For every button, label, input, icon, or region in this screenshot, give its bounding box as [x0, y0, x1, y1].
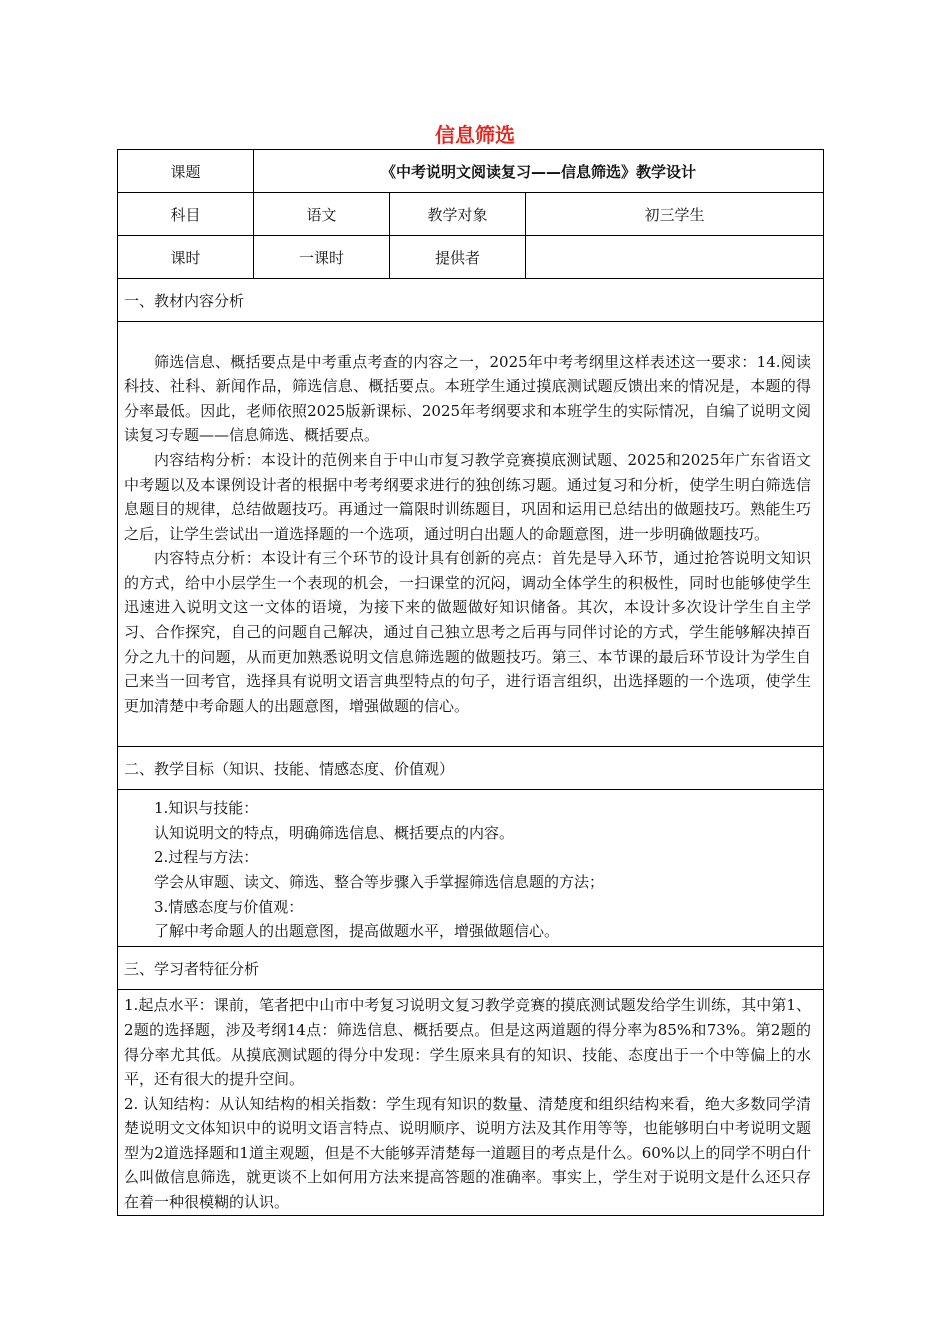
- analysis-paragraph: 内容结构分析：本设计的范例来自于中山市复习教学竞赛摸底测试题、2025和2025年广东省语文中考题以及本课例设计者的根据中考考纲要求进行的独创练习题。通过复习和分析，使学生明白筛选信息题目的规律，总结做题技巧。再通过一篇限时训练题目，巩固和运用已总结出的做题技巧。熟能生巧之后，让学生尝试出一道选择题的一个选项，通过明白出题人的命题意图，进一步明确做题技巧。: [124, 450, 812, 543]
- subject-label: 科目: [118, 193, 254, 236]
- hours-value: 一课时: [254, 236, 390, 279]
- analysis-heading: 一、教材内容分析: [118, 279, 824, 322]
- hours-label: 课时: [118, 236, 254, 279]
- goal-line: 1.知识与技能：: [154, 799, 259, 818]
- audience-label: 教学对象: [390, 193, 526, 236]
- goals-body: [118, 790, 824, 947]
- subject-row: [118, 193, 824, 236]
- document-title: 信息筛选: [435, 123, 515, 147]
- analysis-paragraph: 筛选信息、概括要点是中考重点考查的内容之一，2025年中考考纲里这样表述这一要求：14.阅读科技、社科、新闻作品，筛选信息、概括要点。本班学生通过摸底测试题反馈出来的情况是，本题的得分率最低。因此，老师依照2025版新课标、2025年考纲要求和本班学生的实际情况，自编了说明文阅读复习专题——信息筛选、概括要点。: [124, 352, 812, 445]
- analysis-body-row: [118, 322, 824, 747]
- analysis-heading-row: [118, 279, 824, 322]
- course-title-label: 课题: [118, 150, 254, 193]
- learner-paragraph: 1.起点水平：课前，笔者把中山市中考复习说明文复习教学竞赛的摸底测试题发给学生训练，其中第1、2题的选择题，涉及考纲14点：筛选信息、概括要点。但是这两道题的得分率为85%和73%。第2题的得分率尤其低。从摸底测试题的得分中发现：学生原来具有的知识、技能、态度出于一个中等偏上的水平，还有很大的提升空间。: [124, 996, 812, 1089]
- goals-heading-row: [118, 747, 824, 790]
- goals-body-row: [118, 790, 824, 947]
- goals-heading: 二、教学目标（知识、技能、情感态度、价值观）: [118, 747, 824, 790]
- audience-value: 初三学生: [526, 193, 824, 236]
- course-title-row: [118, 150, 824, 193]
- hours-row: [118, 236, 824, 279]
- lesson-plan-table: [117, 149, 824, 1216]
- learners-body-row: [118, 990, 824, 1216]
- learners-heading: 三、学习者特征分析: [118, 947, 824, 990]
- goal-line: 了解中考命题人的出题意图，提高做题水平，增强做题信心。: [154, 922, 560, 941]
- course-title-value: 《中考说明文阅读复习——信息筛选》教学设计: [254, 150, 824, 193]
- learners-body: [118, 990, 824, 1216]
- provider-label: 提供者: [390, 236, 526, 279]
- goal-line: 学会从审题、读文、筛选、整合等步骤入手掌握筛选信息题的方法；: [154, 873, 605, 891]
- analysis-body: [118, 322, 824, 747]
- goal-line: 认知说明文的特点，明确筛选信息、概括要点的内容。: [154, 823, 515, 842]
- provider-value: [526, 236, 824, 279]
- analysis-paragraph: 内容特点分析：本设计有三个环节的设计具有创新的亮点：首先是导入环节，通过抢答说明文知识的方式，给中小层学生一个表现的机会，一扫课堂的沉闷，调动全体学生的积极性，同时也能够使学生迅速进入说明文这一文体的语境，为接下来的做题做好知识储备。其次，本设计多次设计学生自主学习、合作探究，自己的问题自己解决，通过自己独立思考之后再与同伴讨论的方式，学生能够解决掉百分之九十的问题，从而更加熟悉说明文信息筛选题的做题技巧。第三、本节课的最后环节设计为学生自己来当一回考官，选择具有说明文语言典型特点的句子，进行语言组织，出选择题的一个选项，使学生更加清楚中考命题人的出题意图，增强做题的信心。: [124, 549, 812, 715]
- goal-line: 2.过程与方法：: [154, 848, 259, 867]
- goal-line: 3.情感态度与价值观：: [154, 897, 304, 916]
- subject-value: 语文: [254, 193, 390, 236]
- learners-heading-row: [118, 947, 824, 990]
- learner-paragraph: 2. 认知结构：从认知结构的相关指数：学生现有知识的数量、清楚度和组织结构来看，绝大多数同学清楚说明文文体知识中的说明文语言特点、说明顺序、说明方法及其作用等等，也能够明白中考说明文题型为2道选择题和1道主观题，但是不大能够弄清楚每一道题目的考点是什么。60%以上的同学不明白什么叫做信息筛选，就更谈不上如何用方法来提高答题的准确率。事实上，学生对于说明文是什么还只存在着一种很模糊的认识。: [124, 1094, 812, 1212]
